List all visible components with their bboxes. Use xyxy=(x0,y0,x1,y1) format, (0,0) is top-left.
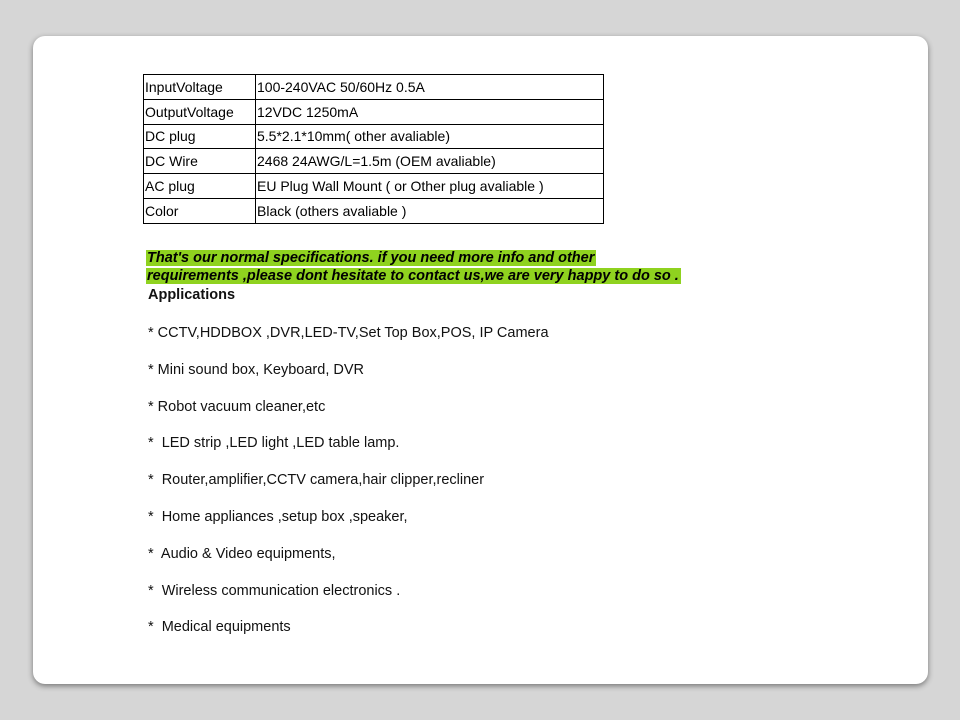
table-row xyxy=(144,124,604,149)
list-item: * Home appliances ,setup box ,speaker, xyxy=(148,508,408,525)
highlight-line-1: That's our normal specifications. if you need more info and other xyxy=(147,250,595,266)
spec-value: 5.5*2.1*10mm( other avaliable) xyxy=(256,124,604,149)
document-card xyxy=(33,36,928,684)
spec-key: AC plug xyxy=(144,174,256,199)
table-row xyxy=(144,174,604,199)
spec-key: InputVoltage xyxy=(144,75,256,100)
highlight-line-2: requirements ,please dont hesitate to contact us,we are very happy to do so . xyxy=(147,268,679,284)
spec-value: Black (others avaliable ) xyxy=(256,198,604,223)
list-item: * Audio & Video equipments, xyxy=(148,545,336,562)
list-item: * CCTV,HDDBOX ,DVR,LED-TV,Set Top Box,POS, IP Camera xyxy=(148,325,549,341)
spec-value: 12VDC 1250mA xyxy=(256,99,604,124)
table-row xyxy=(144,75,604,100)
table-row xyxy=(144,198,604,223)
spec-key: DC plug xyxy=(144,124,256,149)
list-item: * Router,amplifier,CCTV camera,hair clipper,recliner xyxy=(148,472,485,489)
applications-list xyxy=(148,324,549,655)
spec-value: 2468 24AWG/L=1.5m (OEM avaliable) xyxy=(256,149,604,174)
spec-value: EU Plug Wall Mount ( or Other plug avaliable ) xyxy=(256,174,604,199)
applications-title: Applications xyxy=(148,287,236,303)
list-item: * Mini sound box, Keyboard, DVR xyxy=(148,361,364,378)
table-row xyxy=(144,99,604,124)
table-row xyxy=(144,149,604,174)
spec-key: Color xyxy=(144,198,256,223)
spec-value: 100-240VAC 50/60Hz 0.5A xyxy=(256,75,604,100)
spec-key: DC Wire xyxy=(144,149,256,174)
spec-table xyxy=(143,74,604,224)
list-item: * Medical equipments xyxy=(148,619,291,636)
highlight-note xyxy=(146,249,906,285)
list-item: * Robot vacuum cleaner,etc xyxy=(148,398,326,415)
list-item: * LED strip ,LED light ,LED table lamp. xyxy=(148,435,400,452)
spec-key: OutputVoltage xyxy=(144,99,256,124)
list-item: * Wireless communication electronics . xyxy=(148,582,401,599)
